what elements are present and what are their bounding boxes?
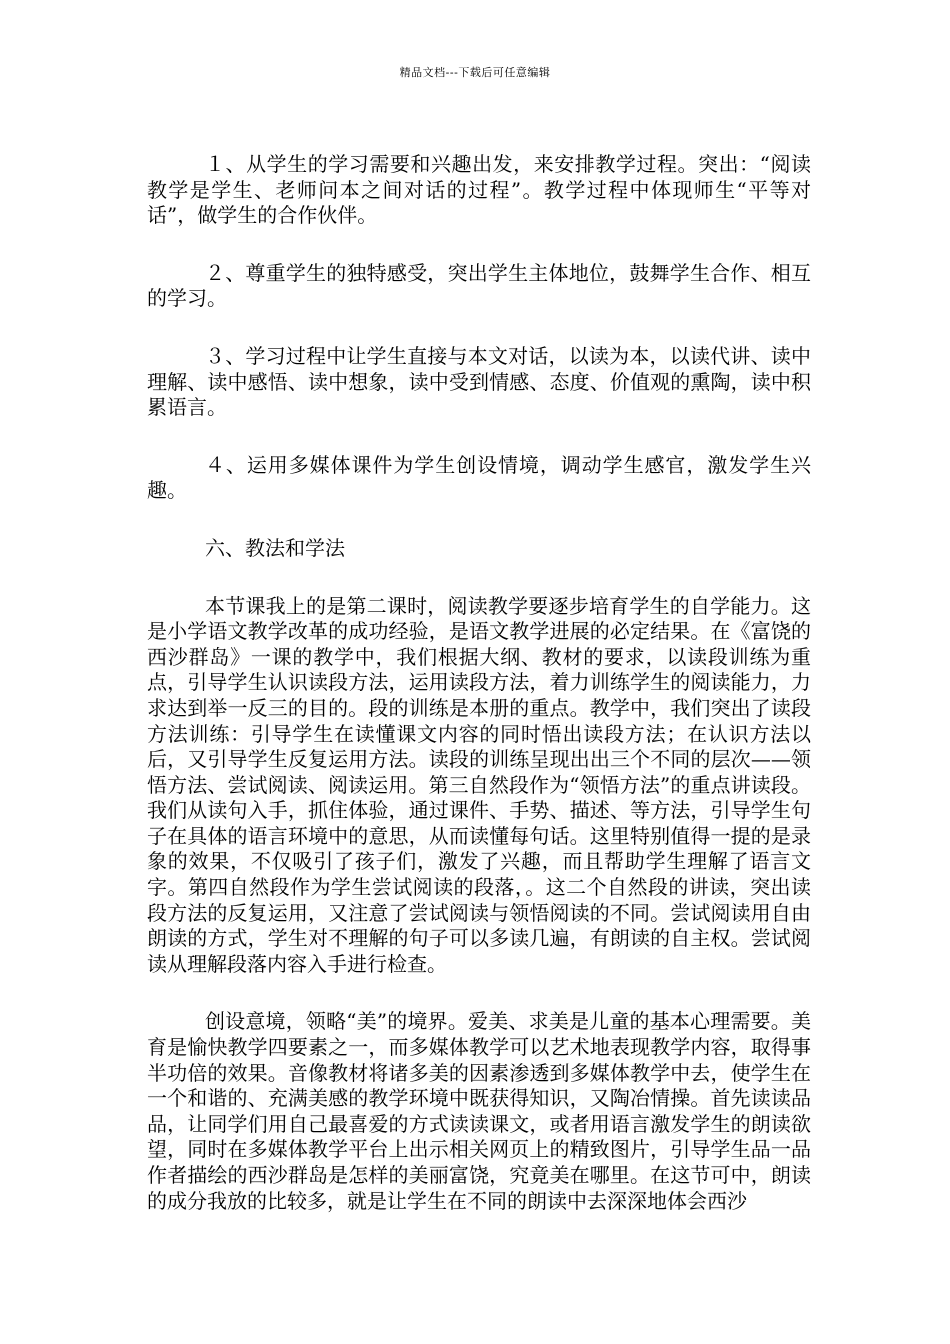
section-heading-methods: 六、教法和学法 [205,535,345,560]
paragraph-gap [147,229,811,261]
paragraph-principle-3: ３、学习过程中让学生直接与本文对话，以读为本，以读代讲、读中理解、读中感悟、读中想象，读中受到情感、态度、价值观的熏陶，读中积累语言。 [147,343,811,420]
paragraph-gap [147,312,811,344]
document-body [147,152,811,1214]
paragraph-gap [147,504,811,536]
page-header: 精品文档---下载后可任意编辑 [399,66,551,79]
paragraph-gap [147,421,811,453]
paragraph-principle-2: ２、尊重学生的独特感受，突出学生主体地位，鼓舞学生合作、相互的学习。 [147,260,811,311]
paragraph-teaching-method: 本节课我上的是第二课时，阅读教学要逐步培育学生的自学能力。这是小学语文教学改革的成功经验，是语文教学进展的必定结果。在《富饶的西沙群岛》一课的教学中，我们根据大纲、教材的要求，以读段训练为重点，引导学生认识读段方法，运用读段方法，着力训练学生的阅读能力，力求达到举一反三的目的。段的训练是本册的重点。教学中，我们突出了读段方法训练：引导学生在读懂课文内容的同时悟出读段方法；在认识方法以后，又引导学生反复运用方法。读段的训练呈现出出三个不同的层次——领悟方法、尝试阅读、阅读运用。第三自然段作为“领悟方法”的重点讲读段。我们从读句入手，抓住体验，通过课件、手势、描述、等方法，引导学生句子在具体的语言环境中的意思，从而读懂每句话。这里特别值得一提的是录象的效果，不仅吸引了孩子们，激发了兴趣，而且帮助学生理解了语言文字。第四自然段作为学生尝试阅读的段落，。这二个自然段的讲读，突出读段方法的反复运用，又注意了尝试阅读与领悟阅读的不同。尝试阅读用自由朗读的方式，学生对不理解的句子可以多读几遍，有朗读的自主权。尝试阅读从理解段落内容入手进行检查。 [147,593,811,976]
paragraph-gap [147,977,811,1009]
paragraph-gap [147,562,811,594]
paragraph-principle-4: ４、运用多媒体课件为学生创设情境，调动学生感官，激发学生兴趣。 [147,452,811,503]
paragraph-principle-1: １、从学生的学习需要和兴趣出发，来安排教学过程。突出：“阅读教学是学生、老师问本之间对话的过程”。教学过程中体现师生“平等对话”，做学生的合作伙伴。 [147,152,811,228]
paragraph-create-mood: 创设意境，领略“美”的境界。爱美、求美是儿童的基本心理需要。美育是愉快教学四要素之一，而多媒体教学可以艺术地表现教学内容，取得事半功倍的效果。音像教材将诸多美的因素渗透到多媒体教学中去，使学生在一个和谐的、充满美感的教学环境中既获得知识，又陶冶情操。首先读读品品，让同学们用自己最喜爱的方式读读课文，或者用语言激发学生的朗读欲望，同时在多媒体教学平台上出示相关网页上的精致图片，引导学生品一品作者描绘的西沙群岛是怎样的美丽富饶，究竟美在哪里。在这节可中，朗读的成分我放的比较多，就是让学生在不同的朗读中去深深地体会西沙 [147,1009,811,1213]
